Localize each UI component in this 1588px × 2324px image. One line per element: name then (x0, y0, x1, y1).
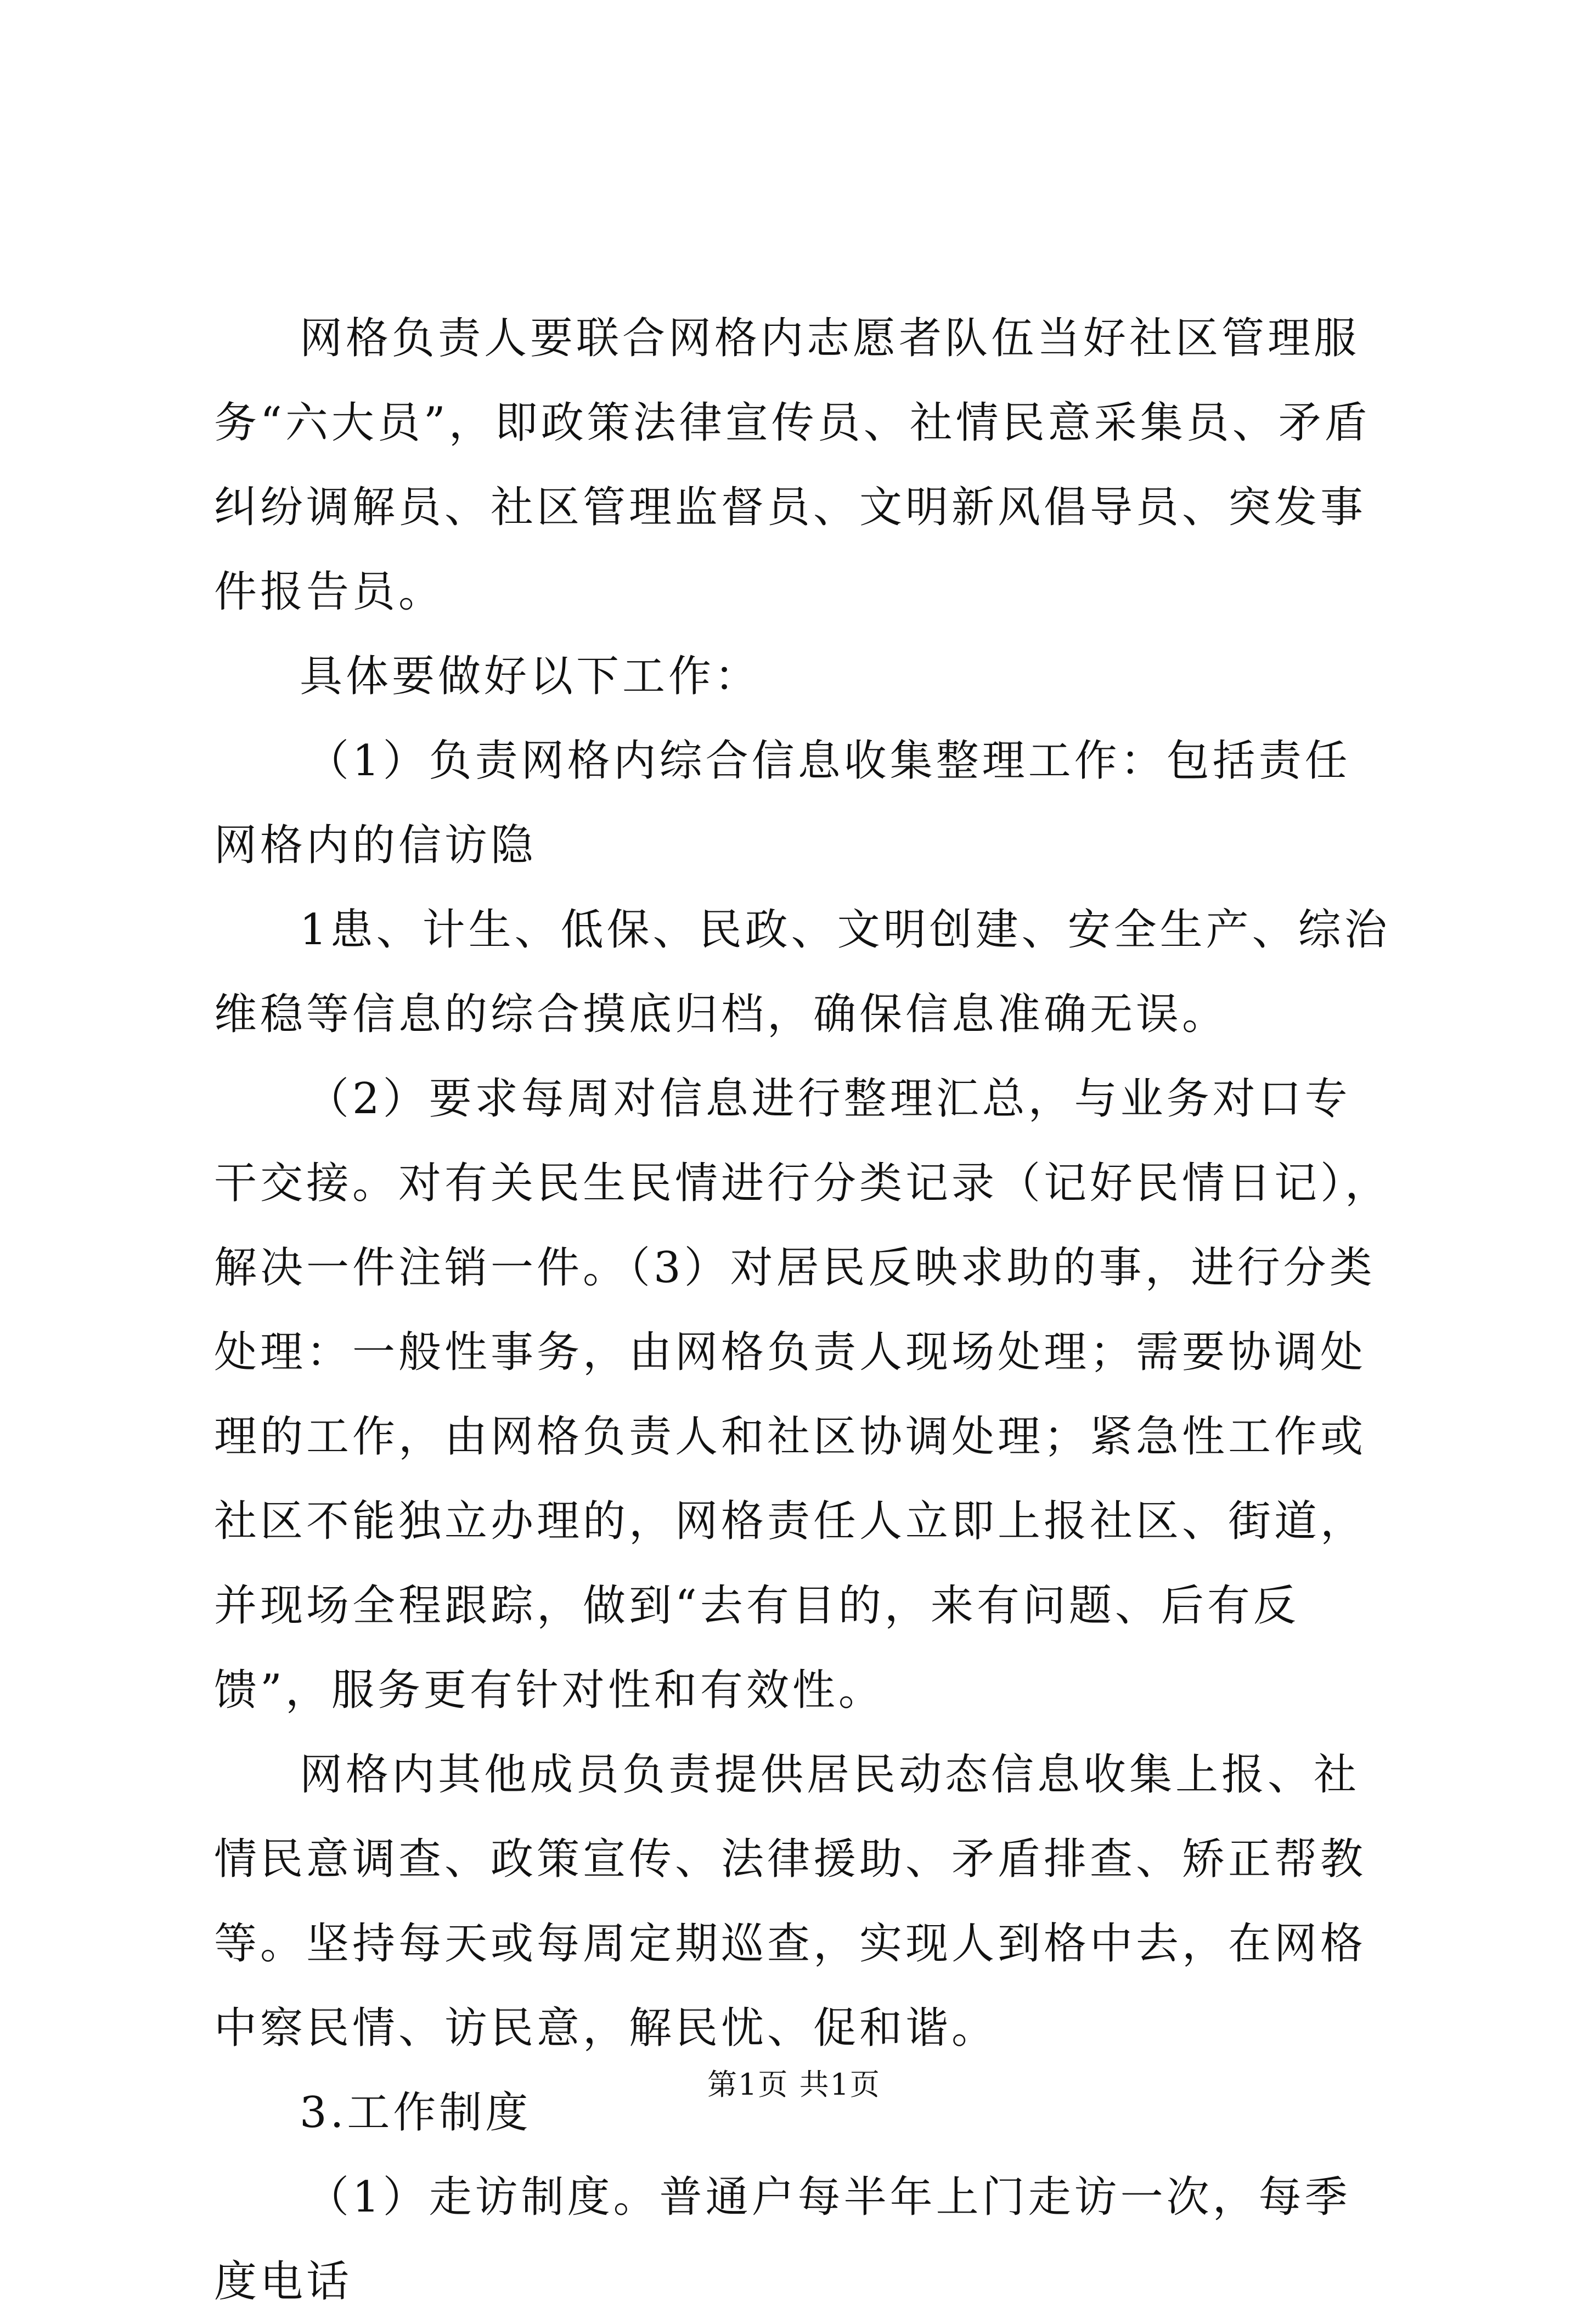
page-number-label: 第1页 共1页 (707, 2067, 881, 2102)
paragraph-six-roles: 网格负责人要联合网格内志愿者队伍当好社区管理服务“六大员”，即政策法律宣传员、社情民意采集员、矛盾纠纷调解员、社区管理监督员、文明新风倡导员、突发事件报告员。 (214, 314, 1371, 617)
paragraph-other-members: 网格内其他成员负责提供居民动态信息收集上报、社情民意调查、政策宣传、法律援助、矛盾排查、矫正帮教等。坚持每天或每周定期巡查，实现人到格中去，在网格中察民情、访民意，解民忧、促和谐。 (214, 1750, 1367, 2053)
paragraph-item-1: （1）负责网格内综合信息收集整理工作：包括责任网格内的信访隐 (214, 736, 1351, 870)
paragraph-tasks-intro: 具体要做好以下工作： (300, 652, 761, 701)
section-heading-work-system: 3.工作制度 (300, 2088, 532, 2137)
page-footer (0, 2063, 1588, 2107)
paragraph-visit-system: （1）走访制度。普通户每半年上门走访一次，每季度电话 (214, 2173, 1351, 2306)
paragraph-item-1-continued: 1患、计生、低保、民政、文明创建、安全生产、综治维稳等信息的综合摸底归档，确保信息准确无误。 (214, 905, 1390, 1039)
document-body (214, 296, 1396, 2324)
paragraph-item-2-3: （2）要求每周对信息进行整理汇总，与业务对口专干交接。对有关民生民情进行分类记录（记好民情日记），解决一件注销一件。（3）对居民反映求助的事，进行分类处理：一般性事务，由网格负责人现场处理；需要协调处理的工作，由网格负责人和社区协调处理；紧急性工作或社区不能独立办理的，网格责任人立即上报社区、街道，并现场全程跟踪，做到“去有目的，来有问题、后有反馈”，服务更有针对性和有效性。 (214, 1074, 1392, 1715)
